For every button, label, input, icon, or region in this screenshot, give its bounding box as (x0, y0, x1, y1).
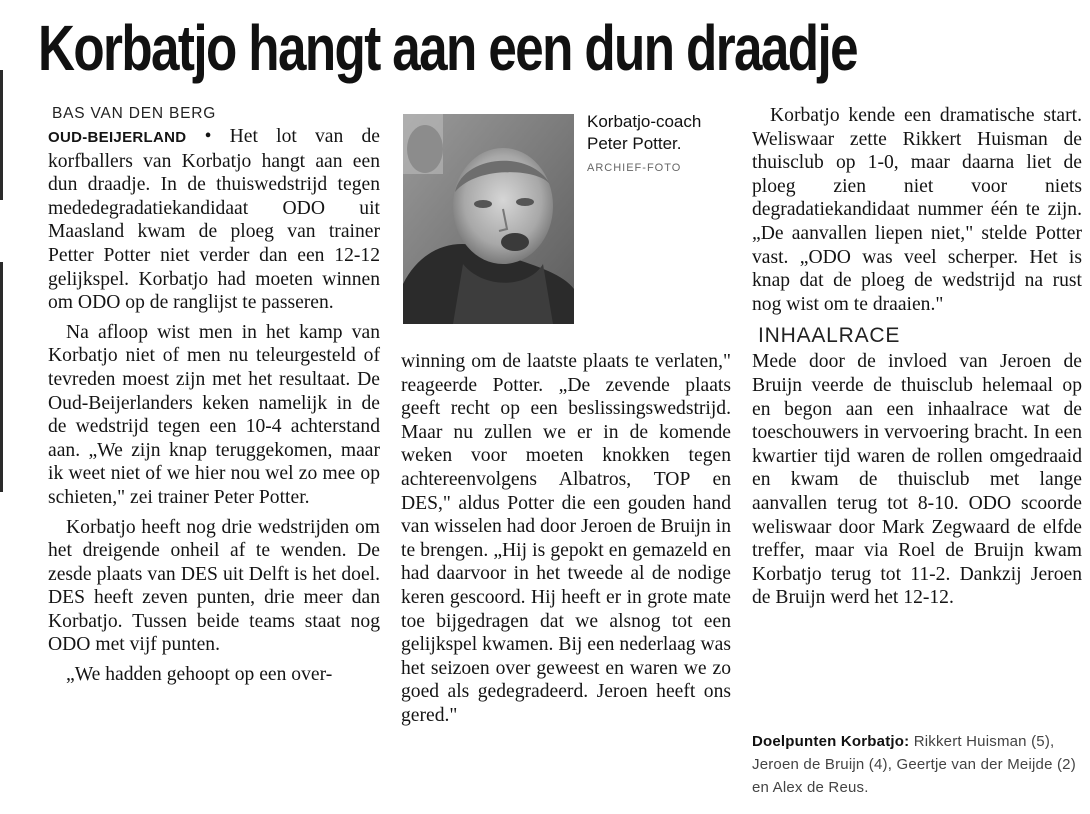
scorers-label: Doelpunten Korbatjo: (752, 733, 910, 750)
subheading: INHAALRACE (758, 324, 901, 348)
article-column-2 (401, 350, 731, 734)
article-column-1 (48, 104, 380, 693)
scorers-box (752, 730, 1082, 799)
article-headline: Korbatjo hangt aan een dun draadje (38, 12, 857, 84)
article-paragraph: Korbatjo kende een dramatische start. Weliswaar zette Rikkert Huisman de thuisclub op 1-0, maar daarna liet de ploeg zien niet voor niets degradatiekandidaat nummer één te zijn. „De aanvallen liepen niet," stelde Potter vast. „ODO was veel scherper. Het is knap dat de ploeg de wedstrijd na rust nog wist om te draaien." (752, 105, 1082, 315)
page-edge-mark (0, 262, 3, 492)
photo-credit: ARCHIEF-FOTO (587, 162, 682, 174)
article-paragraph (48, 125, 380, 315)
page-edge-mark (0, 70, 3, 200)
article-column-3 (752, 104, 1082, 616)
byline: BAS VAN DEN BERG (52, 105, 217, 122)
dateline: OUD-BEIJERLAND (48, 129, 187, 146)
coach-photo (403, 114, 574, 324)
article-paragraph: Na afloop wist men in het kamp van Korbatjo niet of men nu teleurgesteld of tevreden moest zijn met het resultaat. De Oud-Beijerlanders keken namelijk in de de wedstrijd tegen een 10-4 achterstand aan. „We zijn knap teruggekomen, maar ik weet niet of we hier nou wel zo mee op schieten," zei trainer Peter Potter. (48, 321, 380, 508)
article-paragraph: winning om de laatste plaats te verlaten," reageerde Potter. „De zevende plaats geeft recht op een beslissingswedstrijd. Maar nu zullen we er in de komende weken voor moeten knokken tegen achtereenvolgens Albatros, TOP en DES," aldus Potter die een gouden hand van wisselen had door Jeroen de Bruijn in te brengen. „Hij is gepokt en gemazeld en had daarvoor in het tweede al de nodige keren gescoord. Hij heeft er in grote mate toe bijgedragen dat we alsnog tot een gelijkspel kwamen. Bij een nederlaag was het seizoen over geweest en waren we zo goed als gedegradeerd. Jeroen heeft ons gered." (401, 351, 731, 726)
scorers-text: Rikkert Huisman (5), Jeroen de Bruijn (4), Geertje van der Meijde (2) en Alex de Reus. (752, 733, 1076, 796)
paragraph-text: Het lot van de korfballers van Korbatjo hangt aan een dun draadje. In de thuiswedstrijd tegen mededegradatiekandidaat ODO uit Maasland kwam de ploeg van trainer Petter Potter niet verder dan een 12-12 gelijkspel. Korbatjo had moeten winnen om ODO op de ranglijst te passeren. (48, 126, 380, 314)
coach-portrait-image (403, 114, 574, 324)
dateline-bullet: • (204, 126, 212, 147)
article-paragraph: Korbatjo heeft nog drie wedstrijden om het dreigende onheil af te wenden. De zesde plaats van DES uit Delft is het doel. DES heeft zeven punten, drie meer dan Korbatjo. Tussen beide teams staat nog ODO met vijf punten. (48, 516, 380, 656)
article-paragraph: „We hadden gehoopt op een over- (66, 664, 333, 686)
article-paragraph: Mede door de invloed van Jeroen de Bruijn veerde de thuisclub helemaal op en begon aan een inhaalrace wat de toeschouwers in vervoering bracht. In een kwartier tijd waren de rollen omgedraaid en kwam de thuisclub met lange aanvallen terug tot 8-10. ODO scoorde weliswaar door Mark Zegwaard de elfde treffer, maar via Roel de Bruijn kwam Korbatjo terug tot 11-2. Dankzij Jeroen de Bruijn werd het 12-12. (752, 351, 1082, 609)
caption-text: Korbatjo-coach Peter Potter. (587, 112, 702, 153)
photo-caption (587, 111, 733, 179)
